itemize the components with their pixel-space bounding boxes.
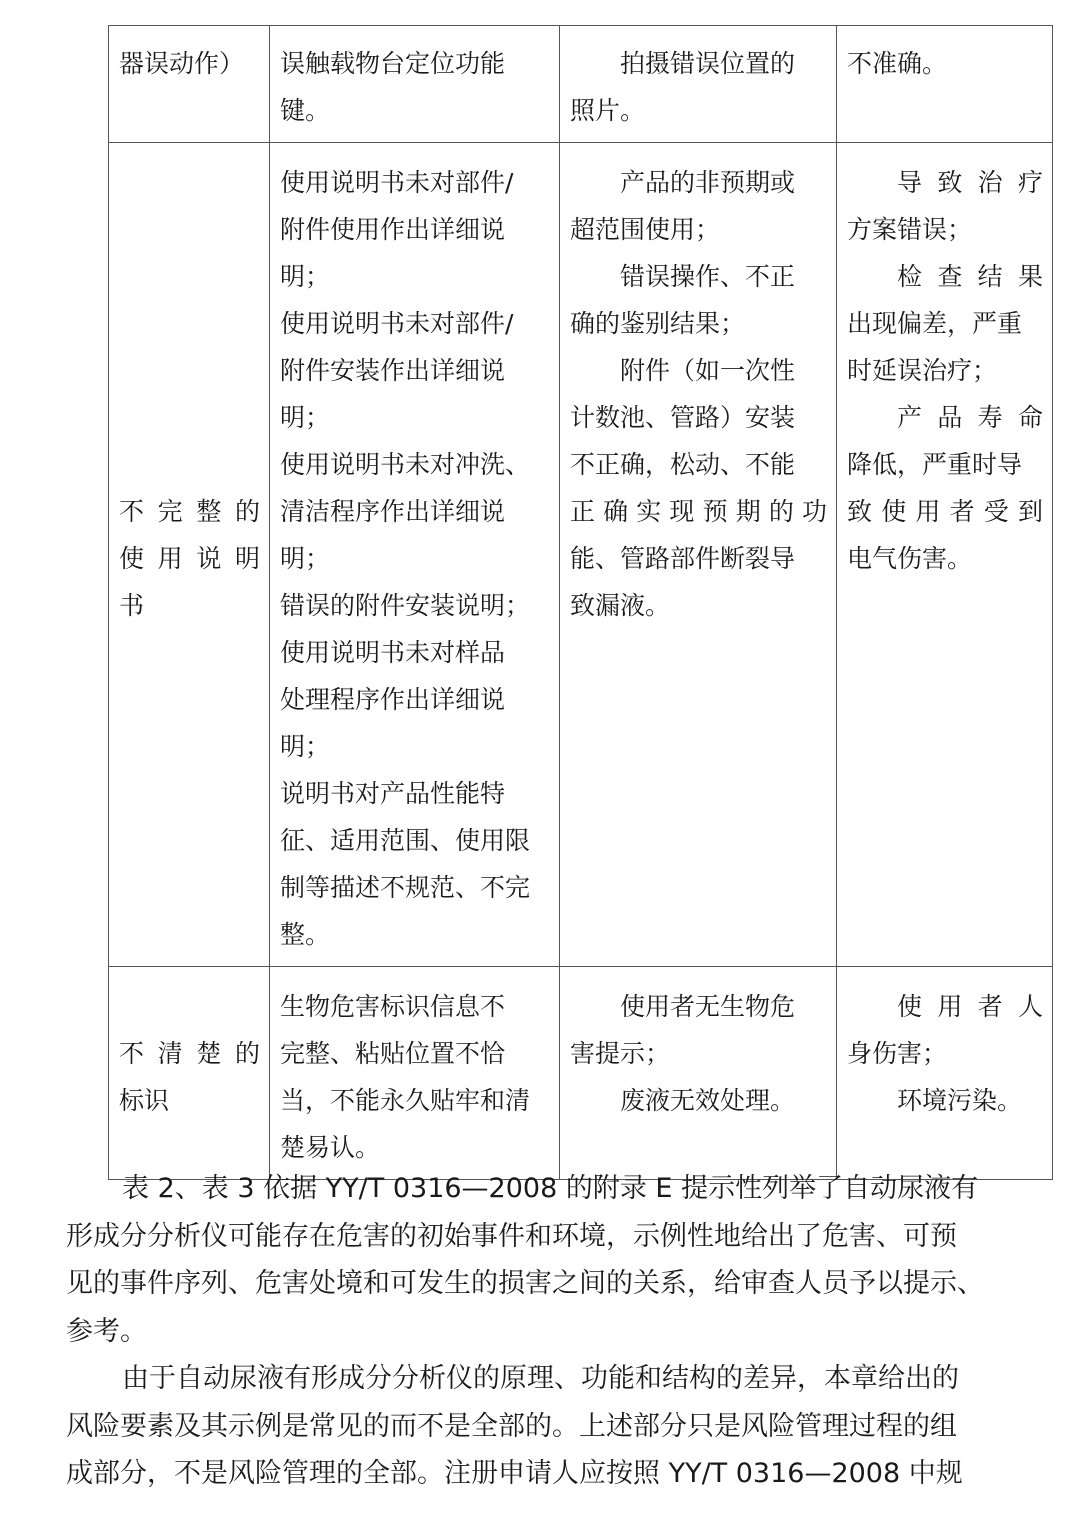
initial-event-cell — [270, 143, 560, 967]
harm-cell — [837, 967, 1053, 1180]
cell-line: 环境污染。 — [897, 1086, 1023, 1115]
initial-event-cell — [270, 26, 560, 143]
event-sequence-cell — [560, 967, 837, 1180]
hazard-category-cell — [109, 26, 270, 143]
harm-cell — [837, 26, 1053, 143]
paragraph-line: 成部分，不是风险管理的全部。注册申请人应按照 YY/T 0316—2008 中规 — [66, 1458, 963, 1489]
event-sequence-cell — [560, 26, 837, 143]
cell-line: 说明书对产品性能特 — [280, 779, 506, 808]
cell-line: 检查结果 — [897, 262, 1043, 291]
cell-line: 错误的附件安装说明； — [280, 591, 531, 620]
cell-line: 身伤害； — [847, 1039, 948, 1068]
table-row — [109, 143, 1053, 967]
cell-line: 出现偏差，严重 — [847, 309, 1023, 338]
cell-line: 超范围使用； — [570, 215, 721, 244]
cell-line: 产品的非预期或 — [620, 168, 796, 197]
cell-line: 降低，严重时导 — [847, 450, 1023, 479]
cell-line: 附件（如一次性 — [620, 356, 796, 385]
cell-line: 时延误治疗； — [847, 356, 998, 385]
cell-line: 方案错误； — [847, 215, 973, 244]
cell-line: 使用说明 — [119, 544, 260, 573]
cell-line: 使用说明书未对部件/ — [280, 309, 514, 338]
paragraph-line: 由于自动尿液有形成分分析仪的原理、功能和结构的差异，本章给出的 — [122, 1363, 959, 1394]
cell-line: 使用说明书未对样品 — [280, 638, 506, 667]
cell-line: 拍摄错误位置的 — [620, 49, 796, 78]
cell-line: 明； — [280, 403, 331, 432]
cell-line: 错误操作、不正 — [620, 262, 796, 291]
cell-line: 致漏液。 — [570, 591, 671, 620]
cell-line: 废液无效处理。 — [620, 1086, 796, 1115]
cell-line: 清洁程序作出详细说 — [280, 497, 506, 526]
cell-line: 误触载物台定位功能 — [280, 49, 506, 78]
cell-line: 不正确，松动、不能 — [570, 450, 796, 479]
cell-line: 使用说明书未对冲洗、 — [280, 450, 531, 479]
cell-line: 产品寿命 — [897, 403, 1043, 432]
cell-line: 明； — [280, 732, 331, 761]
cell-line: 不完整的 — [119, 497, 260, 526]
cell-line: 明； — [280, 544, 331, 573]
body-paragraph — [66, 1355, 1014, 1498]
cell-line: 致使用者受到 — [847, 497, 1043, 526]
cell-line: 制等描述不规范、不完 — [280, 873, 531, 902]
table-row — [109, 26, 1053, 143]
body-paragraph — [66, 1165, 1014, 1355]
cell-line: 明； — [280, 262, 331, 291]
paragraph-line: 见的事件序列、危害处境和可发生的损害之间的关系，给审查人员予以提示、 — [66, 1268, 984, 1299]
cell-line: 使用说明书未对部件/ — [280, 168, 514, 197]
cell-line: 完整、粘贴位置不恰 — [280, 1039, 506, 1068]
cell-line: 器误动作） — [119, 49, 245, 78]
cell-line: 确的鉴别结果； — [570, 309, 746, 338]
event-sequence-cell — [560, 143, 837, 967]
initial-event-cell — [270, 967, 560, 1180]
harm-cell — [837, 143, 1053, 967]
cell-line: 能、管路部件断裂导 — [570, 544, 796, 573]
cell-line: 计数池、管路）安装 — [570, 403, 796, 432]
hazard-category-cell — [109, 143, 270, 967]
cell-line: 不清楚的 — [119, 1039, 260, 1068]
cell-line: 正确实现预期的功 — [570, 497, 827, 526]
cell-line: 当，不能永久贴牢和清 — [280, 1086, 531, 1115]
cell-line: 处理程序作出详细说 — [280, 685, 506, 714]
cell-line: 标识 — [119, 1086, 170, 1115]
cell-line: 不准确。 — [847, 49, 948, 78]
cell-line: 照片。 — [570, 96, 646, 125]
cell-line: 附件安装作出详细说 — [280, 356, 506, 385]
paragraph-line: 形成分分析仪可能存在危害的初始事件和环境，示例性地给出了危害、可预 — [66, 1220, 957, 1252]
cell-line: 整。 — [280, 920, 331, 949]
cell-line: 书 — [119, 591, 145, 620]
cell-line: 害提示； — [570, 1039, 671, 1068]
table-row — [109, 967, 1053, 1180]
paragraph-line: 表 2、表 3 依据 YY/T 0316—2008 的附录 E 提示性列举了自动尿液有 — [122, 1173, 979, 1204]
cell-line: 附件使用作出详细说 — [280, 215, 506, 244]
risk-analysis-table — [108, 25, 1053, 1180]
cell-line: 使用者无生物危 — [620, 992, 796, 1021]
cell-line: 电气伤害。 — [847, 544, 973, 573]
paragraph-line: 风险要素及其示例是常见的而不是全部的。上述部分只是风险管理过程的组 — [66, 1410, 957, 1442]
cell-line: 征、适用范围、使用限 — [280, 826, 531, 855]
cell-line: 键。 — [280, 96, 331, 125]
paragraph-line: 参考。 — [66, 1315, 147, 1347]
cell-line: 生物危害标识信息不 — [280, 992, 506, 1021]
hazard-category-cell — [109, 967, 270, 1180]
cell-line: 楚易认。 — [280, 1133, 381, 1162]
cell-line: 导致治疗 — [897, 168, 1043, 197]
cell-line: 使用者人 — [897, 992, 1043, 1021]
